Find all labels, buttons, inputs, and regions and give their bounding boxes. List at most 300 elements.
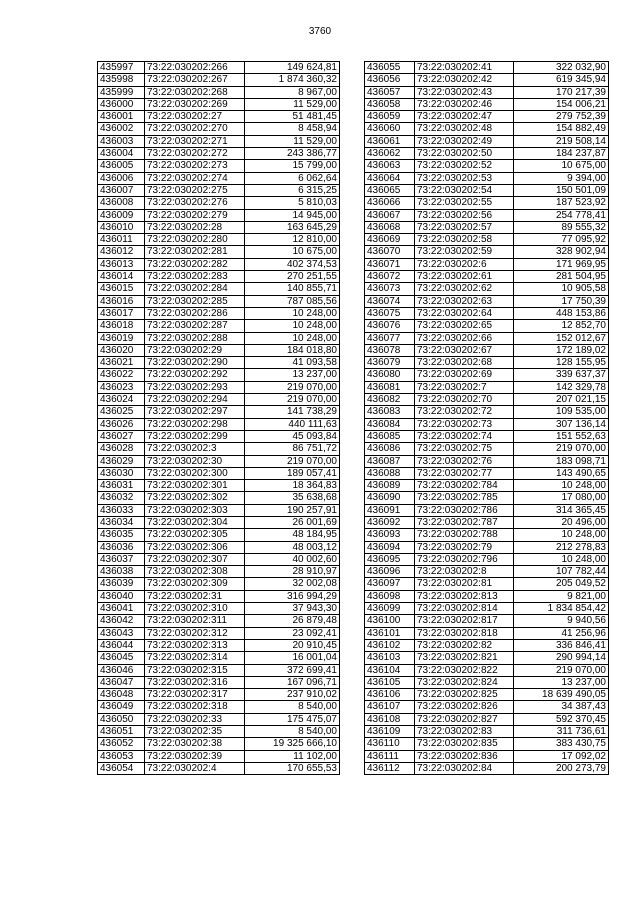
row-number-cell: 436026: [98, 418, 145, 430]
table-row: [365, 443, 609, 455]
row-number-cell: 436012: [98, 246, 145, 258]
row-number-cell: 436084: [365, 418, 415, 430]
cadastral-number-cell: 73:22:030202:818: [415, 627, 514, 639]
cadastral-number-cell: 73:22:030202:49: [415, 135, 514, 147]
table-row: [365, 394, 609, 406]
table-row: [365, 295, 609, 307]
table-row: [98, 295, 340, 307]
table-row: [98, 320, 340, 332]
value-cell: 41 256,96: [514, 627, 609, 639]
table-row: [98, 676, 340, 688]
row-number-cell: 436079: [365, 357, 415, 369]
table-row: [365, 578, 609, 590]
row-number-cell: 436035: [98, 529, 145, 541]
row-number-cell: 436093: [365, 529, 415, 541]
row-number-cell: 436088: [365, 467, 415, 479]
table-row: [365, 566, 609, 578]
row-number-cell: 436086: [365, 443, 415, 455]
row-number-cell: 436030: [98, 467, 145, 479]
value-cell: 10 248,00: [514, 480, 609, 492]
table-row: [98, 529, 340, 541]
value-cell: 219 070,00: [245, 381, 340, 393]
cadastral-number-cell: 73:22:030202:821: [415, 652, 514, 664]
cadastral-number-cell: 73:22:030202:308: [145, 566, 245, 578]
cadastral-number-cell: 73:22:030202:304: [145, 516, 245, 528]
value-cell: 26 001,69: [245, 516, 340, 528]
cadastral-number-cell: 73:22:030202:317: [145, 689, 245, 701]
row-number-cell: 436016: [98, 295, 145, 307]
value-cell: 11 102,00: [245, 750, 340, 762]
cadastral-number-cell: 73:22:030202:814: [415, 603, 514, 615]
table-row: [98, 430, 340, 442]
cadastral-number-cell: 73:22:030202:824: [415, 676, 514, 688]
table-row: [365, 603, 609, 615]
cadastral-number-cell: 73:22:030202:266: [145, 62, 245, 74]
cadastral-number-cell: 73:22:030202:41: [415, 62, 514, 74]
cadastral-number-cell: 73:22:030202:35: [145, 726, 245, 738]
value-cell: 372 699,41: [245, 664, 340, 676]
table-row: [98, 664, 340, 676]
table-row: [98, 726, 340, 738]
value-cell: 77 095,92: [514, 234, 609, 246]
row-number-cell: 436096: [365, 566, 415, 578]
row-number-cell: 436070: [365, 246, 415, 258]
cadastral-number-cell: 73:22:030202:55: [415, 197, 514, 209]
row-number-cell: 436014: [98, 271, 145, 283]
row-number-cell: 436100: [365, 615, 415, 627]
row-number-cell: 436045: [98, 652, 145, 664]
value-cell: 20 496,00: [514, 516, 609, 528]
row-number-cell: 436082: [365, 394, 415, 406]
table-row: [365, 369, 609, 381]
cadastral-number-cell: 73:22:030202:286: [145, 307, 245, 319]
table-row: [98, 639, 340, 651]
value-cell: 107 782,44: [514, 566, 609, 578]
table-row: [365, 381, 609, 393]
value-cell: 311 736,61: [514, 726, 609, 738]
table-row: [365, 504, 609, 516]
value-cell: 279 752,39: [514, 111, 609, 123]
row-number-cell: 436025: [98, 406, 145, 418]
cadastral-number-cell: 73:22:030202:313: [145, 639, 245, 651]
table-row: [98, 357, 340, 369]
row-number-cell: 436010: [98, 221, 145, 233]
cadastral-number-cell: 73:22:030202:303: [145, 504, 245, 516]
cadastral-number-cell: 73:22:030202:309: [145, 578, 245, 590]
cadastral-number-cell: 73:22:030202:307: [145, 553, 245, 565]
row-number-cell: 436068: [365, 221, 415, 233]
cadastral-number-cell: 73:22:030202:281: [145, 246, 245, 258]
value-cell: 167 096,71: [245, 676, 340, 688]
value-cell: 141 738,29: [245, 406, 340, 418]
cadastral-number-cell: 73:22:030202:826: [415, 701, 514, 713]
row-number-cell: 435998: [98, 74, 145, 86]
cadastral-number-cell: 73:22:030202:81: [415, 578, 514, 590]
table-row: [365, 750, 609, 762]
row-number-cell: 436023: [98, 381, 145, 393]
row-number-cell: 436000: [98, 98, 145, 110]
table-row: [365, 258, 609, 270]
cadastral-number-cell: 73:22:030202:310: [145, 603, 245, 615]
value-cell: 402 374,53: [245, 258, 340, 270]
value-cell: 6 062,64: [245, 172, 340, 184]
table-row: [365, 627, 609, 639]
value-cell: 183 098,71: [514, 455, 609, 467]
row-number-cell: 436047: [98, 676, 145, 688]
cadastral-number-cell: 73:22:030202:269: [145, 98, 245, 110]
cadastral-number-cell: 73:22:030202:287: [145, 320, 245, 332]
value-cell: 339 637,37: [514, 369, 609, 381]
row-number-cell: 436001: [98, 111, 145, 123]
table-row: [365, 455, 609, 467]
cadastral-number-cell: 73:22:030202:272: [145, 148, 245, 160]
row-number-cell: 436042: [98, 615, 145, 627]
value-cell: 51 481,45: [245, 111, 340, 123]
table-row: [365, 516, 609, 528]
table-row: [98, 566, 340, 578]
table-row: [98, 750, 340, 762]
table-row: [365, 357, 609, 369]
cadastral-number-cell: 73:22:030202:64: [415, 307, 514, 319]
row-number-cell: 436029: [98, 455, 145, 467]
cadastral-number-cell: 73:22:030202:75: [415, 443, 514, 455]
cadastral-number-cell: 73:22:030202:297: [145, 406, 245, 418]
registry-table-right: [364, 61, 609, 775]
row-number-cell: 436004: [98, 148, 145, 160]
cadastral-number-cell: 73:22:030202:283: [145, 271, 245, 283]
table-row: [98, 160, 340, 172]
row-number-cell: 436091: [365, 504, 415, 516]
row-number-cell: 436008: [98, 197, 145, 209]
row-number-cell: 436039: [98, 578, 145, 590]
cadastral-number-cell: 73:22:030202:270: [145, 123, 245, 135]
value-cell: 17 750,39: [514, 295, 609, 307]
cadastral-number-cell: 73:22:030202:38: [145, 738, 245, 750]
cadastral-number-cell: 73:22:030202:273: [145, 160, 245, 172]
cadastral-number-cell: 73:22:030202:39: [145, 750, 245, 762]
value-cell: 6 315,25: [245, 184, 340, 196]
value-cell: 219 070,00: [514, 443, 609, 455]
table-row: [98, 234, 340, 246]
cadastral-number-cell: 73:22:030202:7: [415, 381, 514, 393]
value-cell: 143 490,65: [514, 467, 609, 479]
row-number-cell: 436031: [98, 480, 145, 492]
value-cell: 1 834 854,42: [514, 603, 609, 615]
value-cell: 254 778,41: [514, 209, 609, 221]
cadastral-number-cell: 73:22:030202:3: [145, 443, 245, 455]
table-row: [365, 234, 609, 246]
row-number-cell: 436040: [98, 590, 145, 602]
table-row: [98, 209, 340, 221]
cadastral-number-cell: 73:22:030202:79: [415, 541, 514, 553]
value-cell: 20 910,45: [245, 639, 340, 651]
table-row: [365, 209, 609, 221]
value-cell: 200 273,79: [514, 762, 609, 774]
table-row: [365, 676, 609, 688]
value-cell: 89 555,32: [514, 221, 609, 233]
table-row: [98, 689, 340, 701]
table-row: [98, 98, 340, 110]
cadastral-number-cell: 73:22:030202:59: [415, 246, 514, 258]
cadastral-number-cell: 73:22:030202:65: [415, 320, 514, 332]
value-cell: 219 070,00: [245, 455, 340, 467]
table-row: [365, 111, 609, 123]
cadastral-number-cell: 73:22:030202:299: [145, 430, 245, 442]
cadastral-number-cell: 73:22:030202:293: [145, 381, 245, 393]
table-row: [365, 62, 609, 74]
table-row: [365, 271, 609, 283]
value-cell: 13 237,00: [245, 369, 340, 381]
value-cell: 787 085,56: [245, 295, 340, 307]
cadastral-number-cell: 73:22:030202:306: [145, 541, 245, 553]
value-cell: 154 006,21: [514, 98, 609, 110]
value-cell: 237 910,02: [245, 689, 340, 701]
cadastral-number-cell: 73:22:030202:82: [415, 639, 514, 651]
table-row: [98, 258, 340, 270]
row-number-cell: 436034: [98, 516, 145, 528]
table-row: [98, 172, 340, 184]
value-cell: 154 882,49: [514, 123, 609, 135]
table-row: [365, 652, 609, 664]
table-row: [98, 271, 340, 283]
cadastral-number-cell: 73:22:030202:817: [415, 615, 514, 627]
row-number-cell: 436033: [98, 504, 145, 516]
page-number: 3760: [308, 26, 332, 37]
row-number-cell: 436021: [98, 357, 145, 369]
table-row: [98, 762, 340, 774]
table-row: [365, 480, 609, 492]
cadastral-number-cell: 73:22:030202:275: [145, 184, 245, 196]
cadastral-number-cell: 73:22:030202:274: [145, 172, 245, 184]
row-number-cell: 436106: [365, 689, 415, 701]
value-cell: 171 969,95: [514, 258, 609, 270]
value-cell: 18 364,83: [245, 480, 340, 492]
value-cell: 41 093,58: [245, 357, 340, 369]
value-cell: 10 675,00: [245, 246, 340, 258]
row-number-cell: 436051: [98, 726, 145, 738]
cadastral-number-cell: 73:22:030202:57: [415, 221, 514, 233]
value-cell: 32 002,08: [245, 578, 340, 590]
cadastral-number-cell: 73:22:030202:73: [415, 418, 514, 430]
table-row: [365, 184, 609, 196]
table-row: [98, 283, 340, 295]
row-number-cell: 436107: [365, 701, 415, 713]
row-number-cell: 436061: [365, 135, 415, 147]
row-number-cell: 436094: [365, 541, 415, 553]
row-number-cell: 436092: [365, 516, 415, 528]
value-cell: 184 237,87: [514, 148, 609, 160]
row-number-cell: 436101: [365, 627, 415, 639]
value-cell: 40 002,60: [245, 553, 340, 565]
value-cell: 619 345,94: [514, 74, 609, 86]
cadastral-number-cell: 73:22:030202:796: [415, 553, 514, 565]
value-cell: 13 237,00: [514, 676, 609, 688]
value-cell: 17 092,02: [514, 750, 609, 762]
table-row: [98, 615, 340, 627]
table-row: [365, 689, 609, 701]
cadastral-number-cell: 73:22:030202:54: [415, 184, 514, 196]
cadastral-number-cell: 73:22:030202:47: [415, 111, 514, 123]
row-number-cell: 435997: [98, 62, 145, 74]
table-row: [365, 221, 609, 233]
value-cell: 189 057,41: [245, 467, 340, 479]
table-row: [365, 320, 609, 332]
cadastral-number-cell: 73:22:030202:813: [415, 590, 514, 602]
row-number-cell: 436103: [365, 652, 415, 664]
row-number-cell: 436043: [98, 627, 145, 639]
table-row: [98, 406, 340, 418]
table-row: [365, 283, 609, 295]
cadastral-number-cell: 73:22:030202:52: [415, 160, 514, 172]
table-row: [365, 762, 609, 774]
cadastral-number-cell: 73:22:030202:30: [145, 455, 245, 467]
cadastral-number-cell: 73:22:030202:284: [145, 283, 245, 295]
row-number-cell: 436048: [98, 689, 145, 701]
table-row: [98, 492, 340, 504]
value-cell: 37 943,30: [245, 603, 340, 615]
table-row: [98, 381, 340, 393]
cadastral-number-cell: 73:22:030202:276: [145, 197, 245, 209]
row-number-cell: 436017: [98, 307, 145, 319]
table-row: [365, 529, 609, 541]
registry-table-left: [97, 61, 340, 775]
row-number-cell: 436024: [98, 394, 145, 406]
cadastral-number-cell: 73:22:030202:271: [145, 135, 245, 147]
value-cell: 16 001,04: [245, 652, 340, 664]
table-row: [98, 332, 340, 344]
table-row: [98, 455, 340, 467]
row-number-cell: 436066: [365, 197, 415, 209]
cadastral-number-cell: 73:22:030202:68: [415, 357, 514, 369]
table-row: [98, 443, 340, 455]
cadastral-number-cell: 73:22:030202:53: [415, 172, 514, 184]
cadastral-number-cell: 73:22:030202:312: [145, 627, 245, 639]
table-row: [98, 652, 340, 664]
cadastral-number-cell: 73:22:030202:785: [415, 492, 514, 504]
cadastral-number-cell: 73:22:030202:69: [415, 369, 514, 381]
row-number-cell: 436006: [98, 172, 145, 184]
table-row: [98, 541, 340, 553]
value-cell: 212 278,83: [514, 541, 609, 553]
row-number-cell: 436065: [365, 184, 415, 196]
cadastral-number-cell: 73:22:030202:61: [415, 271, 514, 283]
row-number-cell: 436109: [365, 726, 415, 738]
cadastral-number-cell: 73:22:030202:8: [415, 566, 514, 578]
row-number-cell: 436003: [98, 135, 145, 147]
table-row: [365, 713, 609, 725]
cadastral-number-cell: 73:22:030202:27: [145, 111, 245, 123]
table-row: [98, 603, 340, 615]
value-cell: 9 940,56: [514, 615, 609, 627]
value-cell: 19 325 666,10: [245, 738, 340, 750]
cadastral-number-cell: 73:22:030202:72: [415, 406, 514, 418]
row-number-cell: 436046: [98, 664, 145, 676]
cadastral-number-cell: 73:22:030202:62: [415, 283, 514, 295]
row-number-cell: 436105: [365, 676, 415, 688]
value-cell: 1 874 360,32: [245, 74, 340, 86]
value-cell: 5 810,03: [245, 197, 340, 209]
table-row: [98, 627, 340, 639]
value-cell: 151 552,63: [514, 430, 609, 442]
value-cell: 23 092,41: [245, 627, 340, 639]
table-row: [365, 430, 609, 442]
row-number-cell: 436002: [98, 123, 145, 135]
table-row: [365, 726, 609, 738]
value-cell: 205 049,52: [514, 578, 609, 590]
table-row: [365, 701, 609, 713]
value-cell: 307 136,14: [514, 418, 609, 430]
table-row: [365, 492, 609, 504]
value-cell: 8 540,00: [245, 726, 340, 738]
table-row: [98, 701, 340, 713]
row-number-cell: 436102: [365, 639, 415, 651]
value-cell: 15 799,00: [245, 160, 340, 172]
table-row: [98, 516, 340, 528]
value-cell: 11 529,00: [245, 98, 340, 110]
table-row: [98, 62, 340, 74]
value-cell: 140 855,71: [245, 283, 340, 295]
row-number-cell: 436032: [98, 492, 145, 504]
value-cell: 45 093,84: [245, 430, 340, 442]
value-cell: 26 879,48: [245, 615, 340, 627]
registry-table-left-body: [98, 62, 340, 775]
row-number-cell: 436005: [98, 160, 145, 172]
cadastral-number-cell: 73:22:030202:84: [415, 762, 514, 774]
row-number-cell: 436098: [365, 590, 415, 602]
cadastral-number-cell: 73:22:030202:46: [415, 98, 514, 110]
cadastral-number-cell: 73:22:030202:836: [415, 750, 514, 762]
row-number-cell: 436099: [365, 603, 415, 615]
value-cell: 170 217,39: [514, 86, 609, 98]
cadastral-number-cell: 73:22:030202:835: [415, 738, 514, 750]
row-number-cell: 436090: [365, 492, 415, 504]
cadastral-number-cell: 73:22:030202:825: [415, 689, 514, 701]
value-cell: 314 365,45: [514, 504, 609, 516]
value-cell: 10 248,00: [245, 332, 340, 344]
cadastral-number-cell: 73:22:030202:822: [415, 664, 514, 676]
row-number-cell: 436074: [365, 295, 415, 307]
value-cell: 163 645,29: [245, 221, 340, 233]
row-number-cell: 436071: [365, 258, 415, 270]
cadastral-number-cell: 73:22:030202:66: [415, 332, 514, 344]
value-cell: 9 821,00: [514, 590, 609, 602]
value-cell: 34 387,43: [514, 701, 609, 713]
value-cell: 10 248,00: [245, 307, 340, 319]
cadastral-number-cell: 73:22:030202:316: [145, 676, 245, 688]
value-cell: 207 021,15: [514, 394, 609, 406]
table-row: [365, 148, 609, 160]
cadastral-number-cell: 73:22:030202:43: [415, 86, 514, 98]
value-cell: 8 967,00: [245, 86, 340, 98]
row-number-cell: 436087: [365, 455, 415, 467]
cadastral-number-cell: 73:22:030202:29: [145, 344, 245, 356]
value-cell: 12 810,00: [245, 234, 340, 246]
table-row: [365, 418, 609, 430]
value-cell: 10 248,00: [245, 320, 340, 332]
cadastral-number-cell: 73:22:030202:292: [145, 369, 245, 381]
table-row: [365, 664, 609, 676]
table-row: [365, 332, 609, 344]
row-number-cell: 436044: [98, 639, 145, 651]
cadastral-number-cell: 73:22:030202:305: [145, 529, 245, 541]
value-cell: 219 070,00: [514, 664, 609, 676]
value-cell: 383 430,75: [514, 738, 609, 750]
cadastral-number-cell: 73:22:030202:314: [145, 652, 245, 664]
cadastral-number-cell: 73:22:030202:288: [145, 332, 245, 344]
table-row: [98, 148, 340, 160]
cadastral-number-cell: 73:22:030202:48: [415, 123, 514, 135]
value-cell: 187 523,92: [514, 197, 609, 209]
